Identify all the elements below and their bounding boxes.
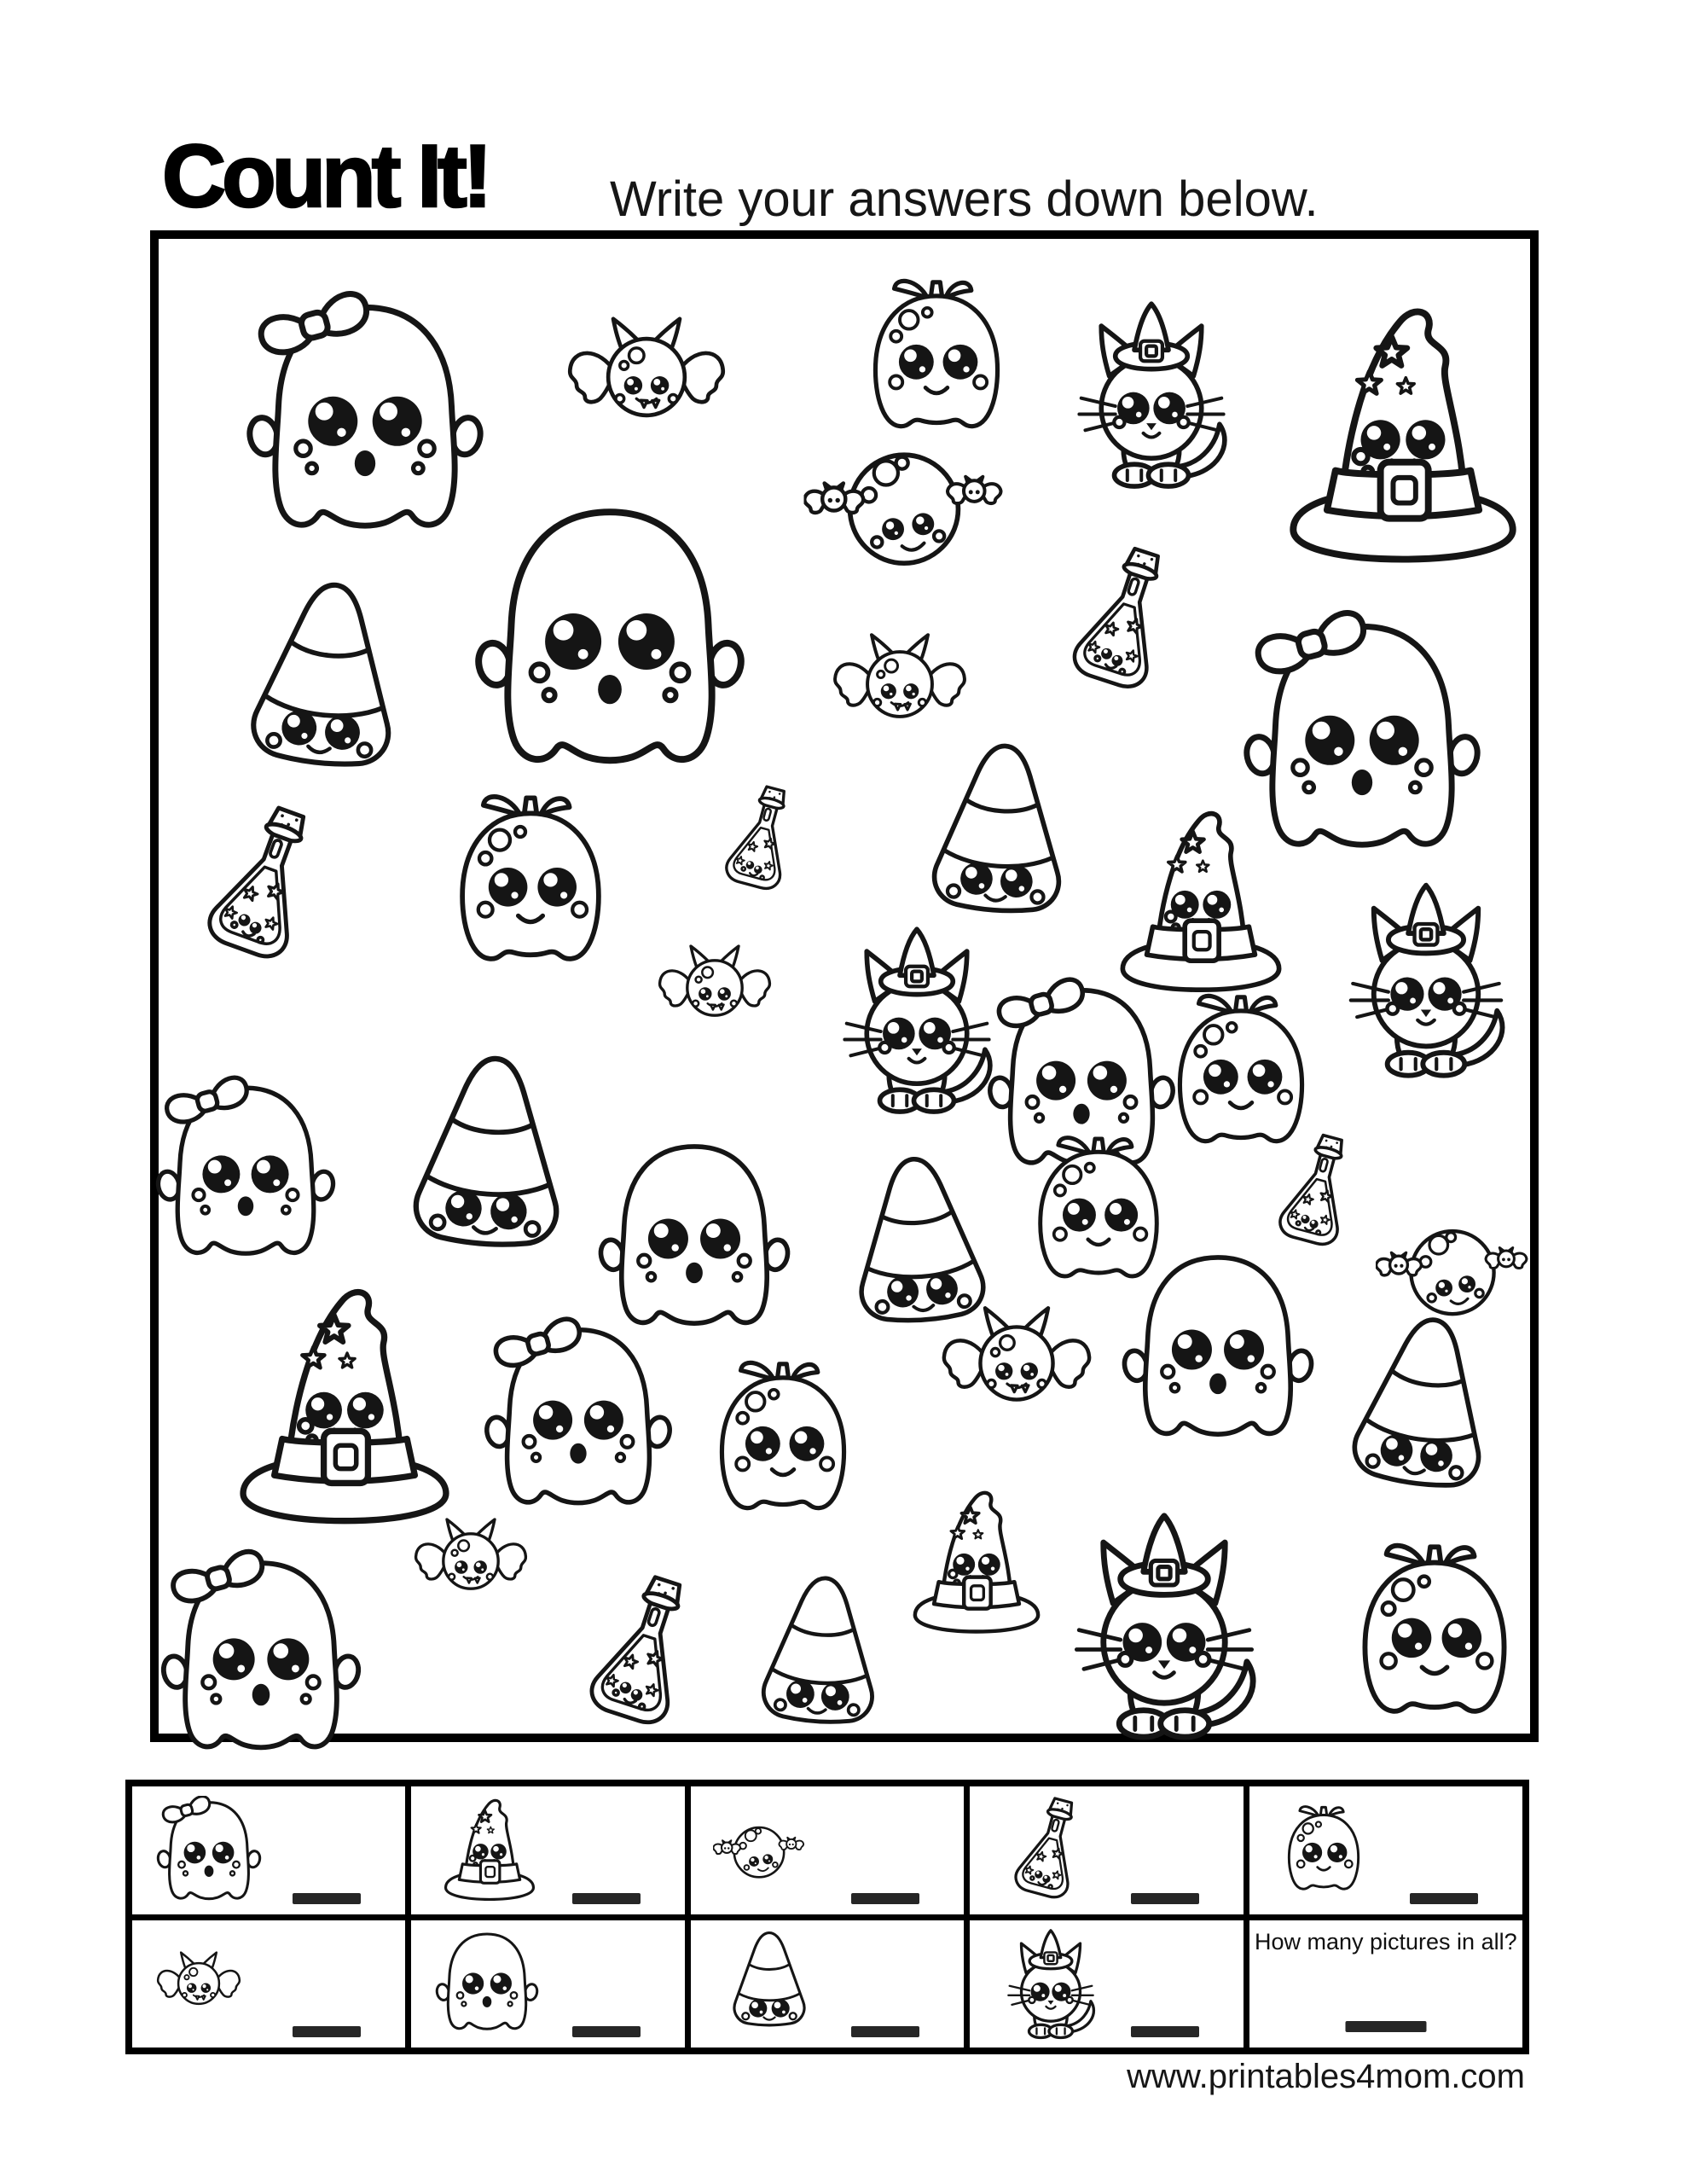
ghost-icon bbox=[433, 1930, 541, 2037]
answer-grid bbox=[125, 1780, 1529, 2054]
answer-cell-bat bbox=[132, 1920, 405, 2048]
answer-cell-ghost-bow bbox=[132, 1786, 405, 1914]
potion-icon bbox=[992, 1792, 1108, 1908]
bat-icon bbox=[154, 1939, 243, 2028]
answer-blank-pumpkin[interactable] bbox=[1410, 1893, 1478, 1904]
answer-blank-cat-hat[interactable] bbox=[1131, 2026, 1199, 2037]
answer-blank-total[interactable] bbox=[1345, 2021, 1426, 2032]
witch-hat-icon bbox=[433, 1794, 546, 1907]
cat-hat-icon bbox=[992, 1925, 1110, 2042]
page-subtitle: Write your answers down below. bbox=[610, 171, 1319, 227]
moon-bats-icon bbox=[713, 1804, 805, 1896]
answer-cell-ghost bbox=[411, 1920, 684, 2048]
answer-cell-pumpkin bbox=[1249, 1786, 1522, 1914]
answer-cell-cat-hat bbox=[970, 1920, 1243, 2048]
page-title: Count It! bbox=[162, 127, 489, 226]
pumpkin-icon bbox=[1272, 1798, 1376, 1902]
how-many-label: How many pictures in all? bbox=[1254, 1928, 1517, 1955]
picture-scene-box bbox=[150, 230, 1539, 1742]
answer-blank-potion[interactable] bbox=[1131, 1893, 1199, 1904]
answer-blank-moon-bats[interactable] bbox=[851, 1893, 919, 1904]
answer-cell-total bbox=[1249, 1920, 1522, 2048]
answer-cell-moon-bats bbox=[691, 1786, 964, 1914]
answer-blank-candy-corn[interactable] bbox=[851, 2026, 919, 2037]
answer-cell-potion bbox=[970, 1786, 1243, 1914]
ghost-bow-icon bbox=[154, 1796, 264, 1905]
answer-cell-candy-corn bbox=[691, 1920, 964, 2048]
footer-url: www.printables4mom.com bbox=[1127, 2058, 1525, 2095]
answer-blank-witch-hat[interactable] bbox=[572, 1893, 641, 1904]
answer-blank-ghost[interactable] bbox=[572, 2026, 641, 2037]
answer-blank-bat[interactable] bbox=[293, 2026, 361, 2037]
answer-blank-ghost-bow[interactable] bbox=[293, 1893, 361, 1904]
candy-corn-icon bbox=[713, 1927, 826, 2040]
answer-cell-witch-hat bbox=[411, 1786, 684, 1914]
